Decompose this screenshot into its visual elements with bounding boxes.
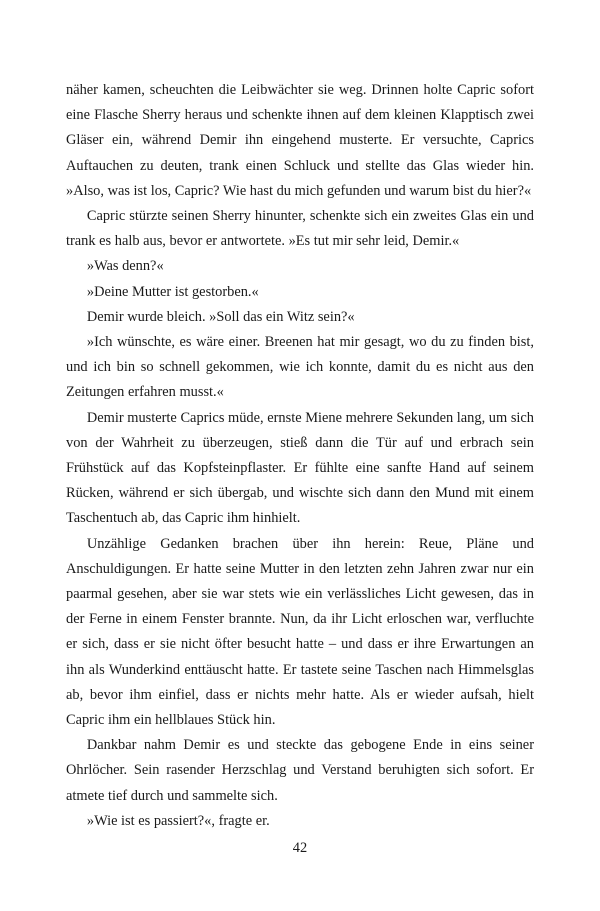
page-body [66,78,534,834]
paragraph: Capric stürzte seinen Sherry hinunter, schenkte sich ein zweites Glas ein und trank es halb aus, bevor er antwortete. »Es tut mir sehr leid, Demir.« [66,208,534,250]
paragraph: »Was denn?« [86,258,164,275]
paragraph: »Ich wünschte, es wäre einer. Breenen hat mir gesagt, wo du zu finden bist, und ich bin so schnell gekommen, wie ich konnte, damit du es nicht aus den Zeitungen erfahren musst.« [66,334,534,401]
paragraph: Demir wurde bleich. »Soll das ein Witz sein?« [86,308,355,325]
paragraph: näher kamen, scheuchten die Leibwächter sie weg. Drinnen holte Capric sofort eine Flasche Sherry heraus und schenkte ihnen auf dem kleinen Klapptisch zwei Gläser ein, während Demir ihn eingehend musterte. Er versuchte, Caprics Auftauchen zu deuten, trank einen Schluck und stellte das Glas wieder hin. »Also, was ist los, Capric? Wie hast du mich gefunden und warum bist du hier?« [66,82,534,199]
paragraph: Dankbar nahm Demir es und steckte das gebogene Ende in eins seiner Ohrlöcher. Sein rasender Herzschlag und Verstand beruhigten sich sofort. Er atmete tief durch und sammelte sich. [66,737,534,804]
paragraph: Demir musterte Caprics müde, ernste Miene mehrere Sekunden lang, um sich von der Wahrheit zu überzeugen, stieß dann die Tür auf und erbrach sein Frühstück auf das Kopfsteinpflaster. Er fühlte eine sanfte Hand auf seinem Rücken, während er sich übergab, und wischte sich dann den Mund mit einem Taschentuch ab, das Capric ihm hinhielt. [66,409,534,527]
paragraph: Unzählige Gedanken brachen über ihn herein: Reue, Pläne und Anschuldigungen. Er hatte seine Mutter in den letzten zehn Jahren zwar nur ein paarmal gesehen, aber sie war stets wie ein verlässliches Licht gewesen, das in der Ferne in einem Fenster brannte. Nun, da ihr Licht erloschen war, verfluchte er sich, dass er sie nicht öfter besucht hatte – und dass er ihre Erwartungen an ihn als Wunderkind enttäuscht hatte. Er tastete seine Taschen nach Himmelsglas ab, bevor ihm einfiel, dass er nichts mehr hatte. Als er wieder aufsah, hielt Capric ihm ein hellblaues Stück hin. [66,535,534,729]
page-number: 42 [292,840,308,856]
paragraph: »Wie ist es passiert?«, fragte er. [86,812,270,829]
paragraph: »Deine Mutter ist gestorben.« [86,283,259,300]
